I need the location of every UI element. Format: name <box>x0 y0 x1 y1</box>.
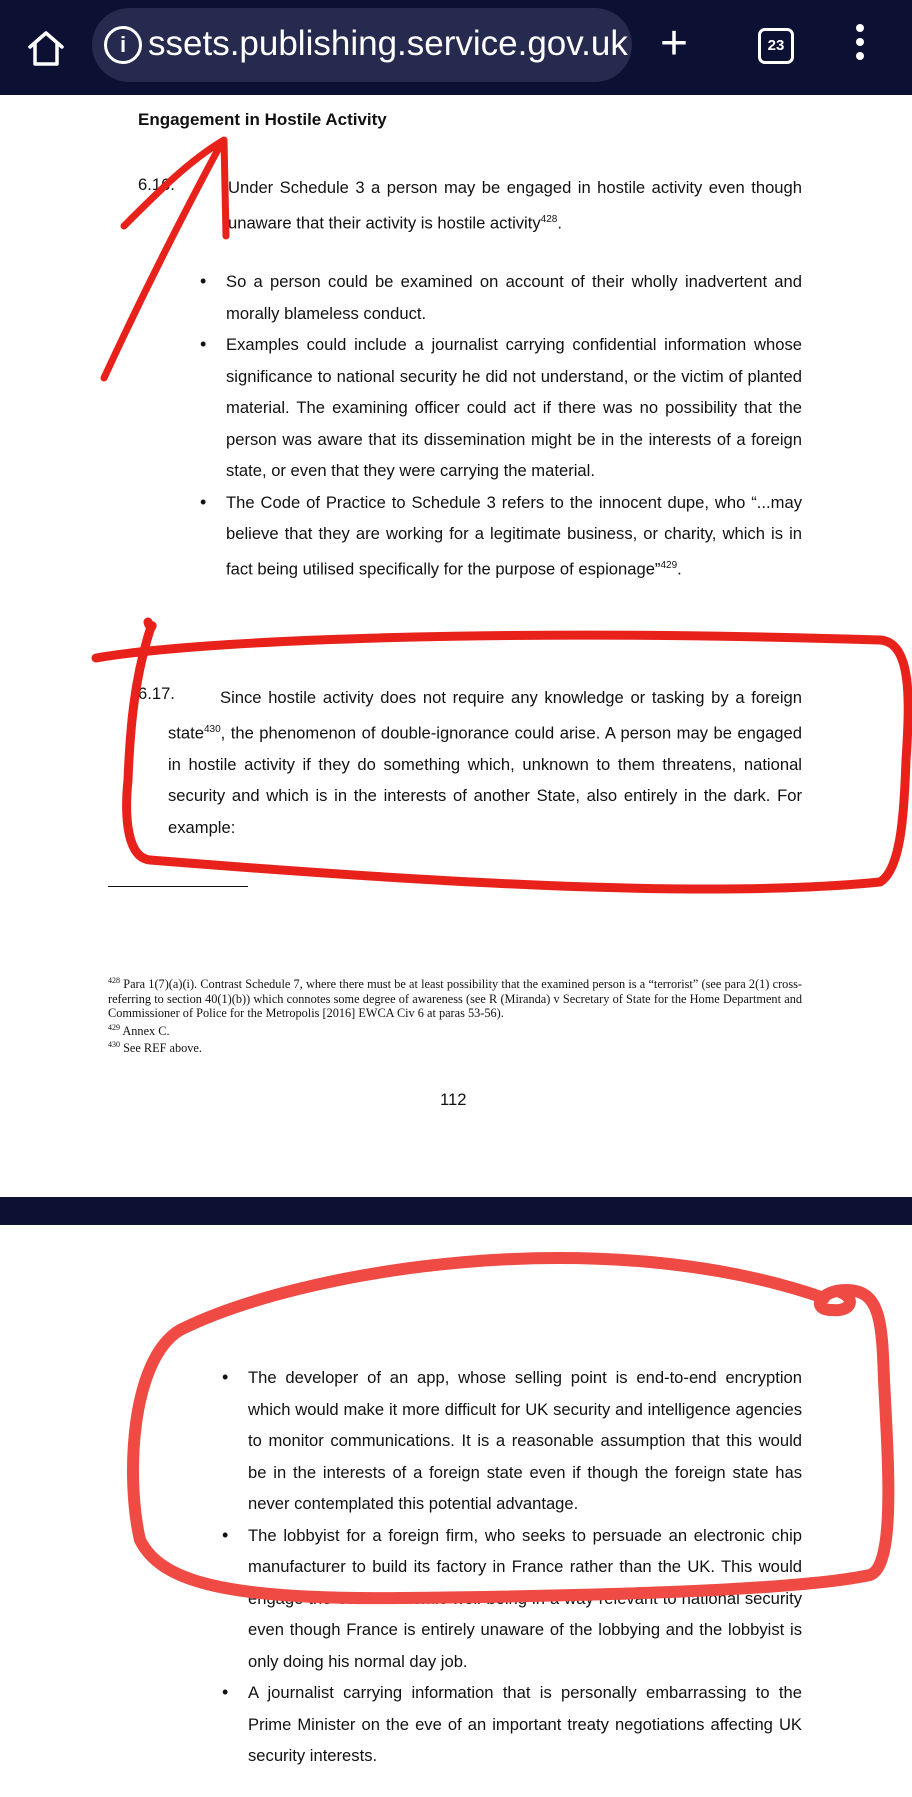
list-item: • The lobbyist for a foreign firm, who seeks to persuade an electronic chip manufacturer to build its factory in France rather than the UK. This would engage the UK’s economic well-being in a way relevant to national security even though France is entirely unaware of the lobbying and the lobbyist is only doing his normal day job. <box>248 1520 802 1678</box>
footnote-number: 428 <box>108 976 120 985</box>
footnote <box>108 974 802 1021</box>
new-tab-icon[interactable]: + <box>660 17 689 70</box>
footnote-number: 429 <box>108 1022 120 1032</box>
paragraph-6-16: Under Schedule 3 a person may be engaged in hostile activity even though unaware that their activity is hostile activity$^{428}$. <box>228 178 802 233</box>
footnote-ref[interactable]: 428 <box>540 213 558 225</box>
bullet-list-1 <box>226 266 802 585</box>
footnote <box>108 1021 802 1039</box>
paragraph-6-16-text: Under Schedule 3 a person may be engaged in hostile activity even though unaware that their activity is hostile activity <box>228 178 802 233</box>
list-item: • Examples could include a journalist carrying confidential information whose significance to national security he did not understand, or the victim of planted material. The examining officer could act if there was no possibility that the person was aware that its dissemination might be in the interests of a foreign state, or even that they were carrying the material. <box>226 329 802 487</box>
tabs-icon[interactable] <box>758 28 794 64</box>
paragraph-number-6-17: 6.17. <box>138 684 175 703</box>
page-separator <box>0 1197 912 1225</box>
footnote-text: Annex C. <box>122 1023 170 1038</box>
browser-toolbar <box>0 0 912 95</box>
paragraph-number-6-16: 6.16. <box>138 175 175 194</box>
paragraph-6-17-text-a: Since hostile activity does not require any knowledge or tasking by a foreign state <box>168 688 802 743</box>
section-heading: Engagement in Hostile Activity <box>138 110 387 129</box>
bullet-list-2 <box>248 1362 802 1772</box>
list-item: • So a person could be examined on account of their wholly inadvertent and morally blameless conduct. <box>226 266 802 329</box>
footnote-text: Para 1(7)(a)(i). Contrast Schedule 7, where there must be at least possibility that the examined person is a “terrorist” (see para 2(1) cross-referring to section 40(1)(b)) which connotes some degree of awareness (see R (Miranda) v Secretary of State for the Home Department and Commissioner of Police for the Metropolis [2016] EWCA Civ 6 at paras 53-56). <box>108 977 802 1021</box>
footnote-divider <box>108 886 248 887</box>
footnote-text: See REF above. <box>123 1041 202 1056</box>
tab-count: 23 <box>767 37 785 54</box>
footnote-ref[interactable]: 430 <box>203 723 221 735</box>
footnote <box>108 1038 802 1056</box>
list-item-text: The Code of Practice to Schedule 3 refers to the innocent dupe, who “...may believe that they are working for a legitimate business, or charity, which is in fact being utilised specifically for the purpose of espionage” <box>226 492 802 579</box>
list-item: • The developer of an app, whose selling point is end-to-end encryption which would make it more difficult for UK security and intelligence agencies to monitor communications. It is a reasonable assumption that this would be in the interests of a foreign state even if though the foreign state has never contemplated this potential advantage. <box>248 1362 802 1520</box>
home-icon[interactable] <box>24 26 68 70</box>
list-item: • The Code of Practice to Schedule 3 refers to the innocent dupe, who “...may believe that they are working for a legitimate business, or charity, which is in fact being utilised specifically for the purpose of espionage”$^{429}$. <box>226 487 802 585</box>
info-icon[interactable]: i <box>104 26 142 64</box>
footnote-number: 430 <box>108 1040 120 1050</box>
footnote-ref[interactable]: 429 <box>660 559 678 571</box>
paragraph-6-17-text-b: , the phenomenon of double-ignorance could arise. A person may be engaged in hostile activity if they do something which, unknown to them threatens, national security and which is in the interests of another State, also entirely in the dark. For example: <box>168 723 802 837</box>
list-item: • A journalist carrying information that is personally embarrassing to the Prime Minister on the eve of an important treaty negotiations affecting UK security interests. <box>248 1677 802 1772</box>
page-number: 112 <box>440 1090 467 1109</box>
footnotes <box>108 974 802 1056</box>
overflow-menu-icon[interactable] <box>856 24 866 66</box>
url-text[interactable]: ssets.publishing.service.gov.uk <box>148 24 628 63</box>
paragraph-6-17 <box>168 682 802 843</box>
